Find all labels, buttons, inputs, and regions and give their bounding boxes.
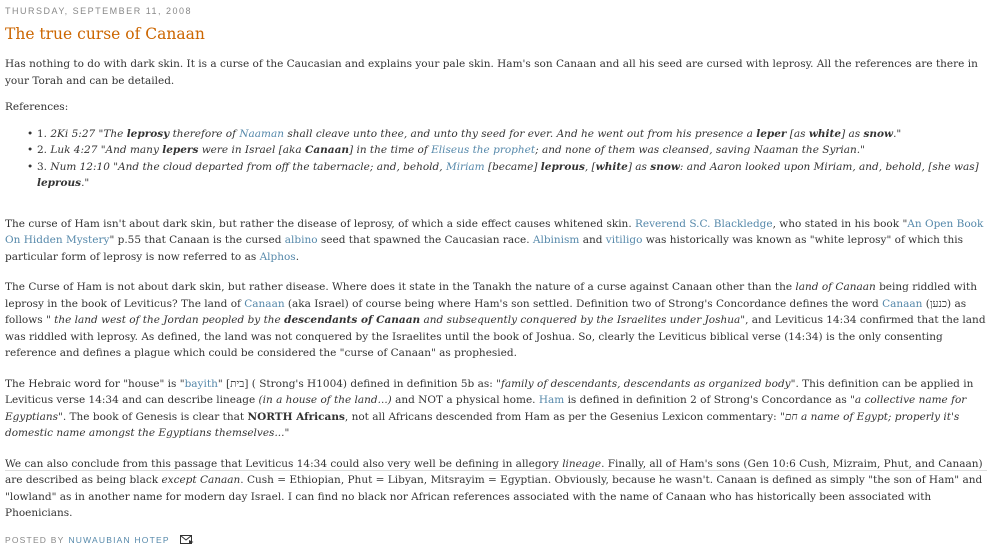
paragraph-conclusion: We can also conclude from this passage that Leviticus 14:34 could also very well be defining in allegory lineage. Finally, all of Ham's sons (Gen 10:6 Cush, Mizraim, Phut, and Canaan) are described as being black except Canaan. Cush = Ethiopian, Phut = Libyan, Mitsrayim = Egyptian. Obviously, because he wasn't. Canaan is defined as simply "the son of Ham" and "lowland" as in another name for modern day Israel. I can find no black nor African references associated with the name of Canaan who has historically been associated with Phoenicians. bbox=[5, 457, 983, 519]
blog-post bbox=[5, 0, 987, 546]
references-list bbox=[5, 126, 987, 192]
post-date: THURSDAY, SEPTEMBER 11, 2008 bbox=[5, 6, 193, 16]
vitiligo-link[interactable]: vitiligo bbox=[605, 234, 643, 246]
post-title[interactable]: The true curse of Canaan bbox=[5, 25, 205, 43]
open-book-link[interactable]: An Open Book On Hidden Mystery bbox=[5, 217, 984, 246]
author-link[interactable]: NUWAUBIAN HOTEP bbox=[68, 534, 170, 545]
post-divider bbox=[5, 470, 987, 471]
ham-link[interactable]: Ham bbox=[538, 394, 565, 406]
paragraph-hebraic-house: The Hebraic word for "house" is "bayith" [בית] ( Strong's H1004) defined in definition 5b as: "family of descendants, descendants as organized body". This definition can be applied in Leviticus verse 14:34 and can describe lineage (in a house of the land...) and NOT a physical home. Ham is defined in definition 2 of Strong's Concordance as "a collective name for Egyptians". The book of Genesis is clear that NORTH Africans, not all Africans descended from Ham as per the Gesenius Lexicon commentary: "חם a name of Egypt; properly it's domestic name amongst the Egyptians themselves..." bbox=[5, 377, 974, 439]
intro-paragraph: Has nothing to do with dark skin. It is a curse of the Caucasian and explains your pale skin. Ham's son Canaan and all his seed are cursed with leprosy. All the references are there in your Torah and can be detailed. bbox=[5, 58, 978, 87]
naaman-link[interactable]: Naaman bbox=[239, 127, 285, 140]
reference-number: 1. bbox=[37, 127, 48, 140]
canaan-link-1[interactable]: Canaan bbox=[244, 297, 285, 310]
post-footer bbox=[5, 534, 987, 546]
albino-link[interactable]: albino bbox=[284, 234, 318, 246]
paragraph-tanakh: The Curse of Ham is not about dark skin, but rather disease. Where does it state in the Tanakh the nature of a curse against Canaan other than the land of Canaan being riddled with leprosy in the book of Leviticus? The land of Canaan (aka Israel) of course being where Ham's son settled. Definition two of Strong's Concordance defines the word Canaan (כנען) as follows " the land west of the Jordan peopled by the descendants of Canaan and subsequently conquered by the Israelites under Joshua", and Leviticus 14:34 confirmed that the land was riddled with leprosy. As defined, the land was not conquered by the Israelites until the book of Joshua. So, clearly the Leviticus biblical verse (14:34) is the only consenting reference and defines a plague which could be considered the "curse of Canaan" as prophesied. bbox=[5, 281, 986, 359]
canaan-link-2[interactable]: Canaan bbox=[882, 297, 923, 310]
list-item: • 1. 2Ki 5:27 "The leprosy therefore of Naaman shall cleave unto thee, and unto thy seed for ever. And he went out from his presence a leper [as white] as snow." bbox=[27, 126, 987, 143]
blackledge-link[interactable]: Reverend S.C. Blackledge bbox=[635, 217, 773, 230]
reference-citation: 2Ki 5:27 bbox=[50, 127, 96, 140]
reference-number: 2. bbox=[37, 144, 48, 156]
alphos-link[interactable]: Alphos bbox=[259, 250, 296, 263]
miriam-link[interactable]: Miriam bbox=[445, 160, 485, 173]
reference-number: 3. bbox=[37, 160, 48, 173]
email-post-icon[interactable] bbox=[180, 535, 194, 545]
posted-by-label: POSTED BY bbox=[5, 534, 65, 545]
references-label: References: bbox=[5, 101, 69, 113]
reference-citation: Luk 4:27 bbox=[50, 144, 98, 156]
bayith-link[interactable]: bayith bbox=[184, 377, 218, 390]
eliseus-link[interactable]: Eliseus the prophet bbox=[431, 144, 536, 156]
list-item: • 2. Luk 4:27 "And many lepers were in Israel [aka Canaan] in the time of Eliseus the prophet; and none of them was cleansed, saving Naaman the Syrian." bbox=[27, 142, 987, 159]
email-envelope-icon bbox=[180, 535, 194, 545]
albinism-link[interactable]: Albinism bbox=[532, 234, 580, 246]
paragraph-curse-of-ham: The curse of Ham isn't about dark skin, but rather the disease of leprosy, of which a side effect causes whitened skin. Reverend S.C. Blackledge, who stated in his book "An Open Book On Hidden Mystery" p.55 that Canaan is the cursed albino seed that spawned the Caucasian race. Albinism and vitiligo was historically was known as "white leprosy" of which this particular form of leprosy is now referred to as Alphos. bbox=[5, 217, 984, 263]
list-item: • 3. Num 12:10 "And the cloud departed from off the tabernacle; and, behold, Miriam [became] leprous, [white] as snow: and Aaron looked upon Miriam, and, behold, [she was] leprous." bbox=[27, 159, 987, 192]
reference-citation: Num 12:10 bbox=[50, 160, 110, 173]
